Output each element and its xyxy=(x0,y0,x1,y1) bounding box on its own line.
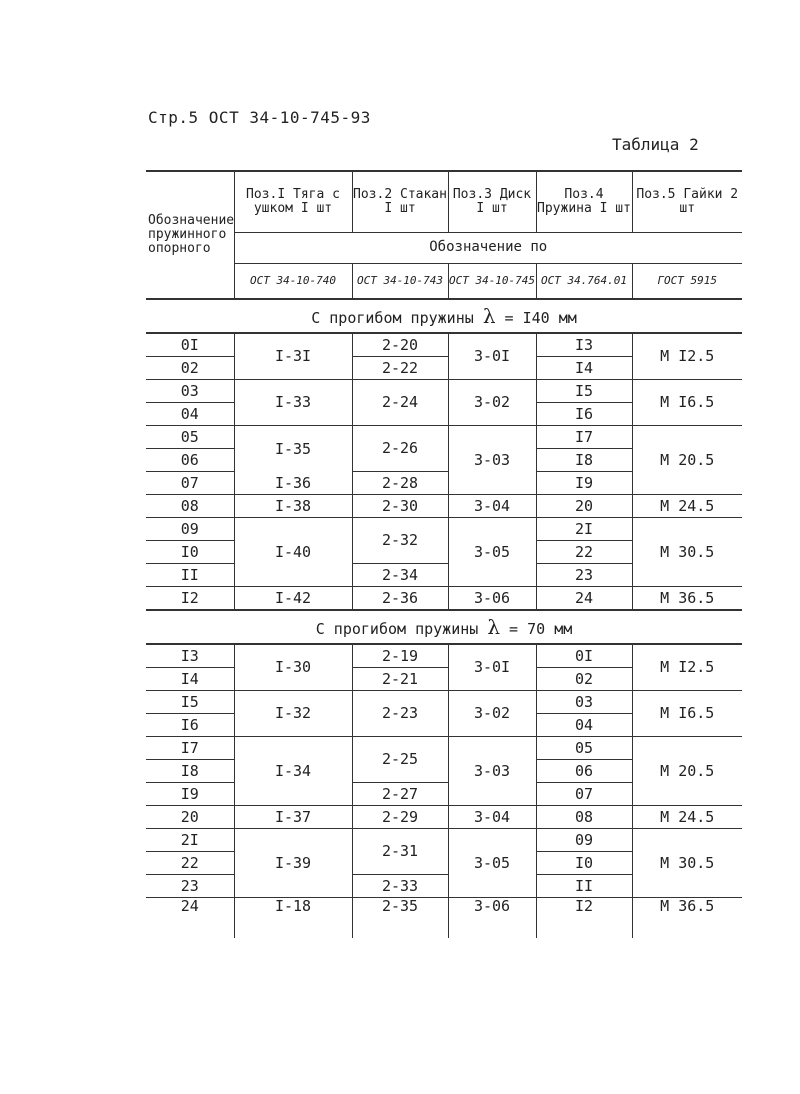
table-row xyxy=(146,380,742,403)
section-title-row xyxy=(146,610,742,644)
pos4-cell: 02 xyxy=(536,668,632,691)
pos4-cell: 0I xyxy=(536,644,632,668)
pos1-cell: I-18 xyxy=(234,898,352,939)
pos4-cell: I8 xyxy=(536,449,632,472)
designation-cell: 05 xyxy=(146,426,234,449)
pos2-cell: 2-33 xyxy=(352,875,448,898)
pos5-cell: М 24.5 xyxy=(632,495,742,518)
pos4-cell: I0 xyxy=(536,852,632,875)
pos1-cell: I-34 xyxy=(234,737,352,806)
pos2-cell: 2-21 xyxy=(352,668,448,691)
table-row xyxy=(146,691,742,714)
standard-pos2: ОСТ 34-10-743 xyxy=(352,264,448,300)
pos5-cell: М I6.5 xyxy=(632,380,742,426)
designation-cell: 04 xyxy=(146,403,234,426)
pos5-cell: М 20.5 xyxy=(632,737,742,806)
pos5-cell: М 24.5 xyxy=(632,806,742,829)
standard-pos1: ОСТ 34-10-740 xyxy=(234,264,352,300)
section-title-row xyxy=(146,299,742,333)
designation-cell: 20 xyxy=(146,806,234,829)
pos3-cell: 3-03 xyxy=(448,737,536,806)
section-title-suffix: = 70 мм xyxy=(509,620,573,638)
pos4-cell: 04 xyxy=(536,714,632,737)
pos4-cell: I3 xyxy=(536,333,632,357)
pos3-cell: 3-0I xyxy=(448,333,536,380)
pos1-cell: I-38 xyxy=(234,495,352,518)
col-pos4: Поз.4 Пружина I шт xyxy=(536,171,632,233)
pos1-cell: I-3I xyxy=(234,333,352,380)
pos3-cell: 3-02 xyxy=(448,691,536,737)
designation-by-label: Обозначение по xyxy=(234,233,742,264)
pos1-cell: I-40 xyxy=(234,518,352,587)
pos1-cell: I-39 xyxy=(234,829,352,898)
pos5-cell: М 30.5 xyxy=(632,518,742,587)
pos2-cell: 2-19 xyxy=(352,644,448,668)
designation-cell: 24 xyxy=(180,897,199,915)
pos4-cell: I6 xyxy=(536,403,632,426)
pos1-cell: I-32 xyxy=(234,691,352,737)
pos4-cell: I7 xyxy=(536,426,632,449)
pos5-cell: М 36.5 xyxy=(632,587,742,611)
section-title xyxy=(146,610,742,644)
designation-cell: I7 xyxy=(146,737,234,760)
designation-cell: 0I xyxy=(146,333,234,357)
table-row xyxy=(146,518,742,541)
standard-pos3: ОСТ 34-10-745 xyxy=(448,264,536,300)
pos4-cell: 06 xyxy=(536,760,632,783)
pos3-cell: 3-06 xyxy=(448,898,536,939)
pos4-cell: 08 xyxy=(536,806,632,829)
table-row xyxy=(146,333,742,357)
designation-cell: 2I xyxy=(146,829,234,852)
pos3-cell: 3-06 xyxy=(448,587,536,611)
lambda-symbol: λ xyxy=(482,304,496,328)
table-row xyxy=(146,495,742,518)
designation-cell: I4 xyxy=(146,668,234,691)
pos2-cell: 2-36 xyxy=(352,587,448,611)
designation-cell: I3 xyxy=(146,644,234,668)
pos5-cell: М I2.5 xyxy=(632,333,742,380)
section-title-prefix: С прогибом пружины xyxy=(311,309,474,327)
pos4-cell: 09 xyxy=(536,829,632,852)
pos4-cell: I5 xyxy=(536,380,632,403)
designation-cell: 09 xyxy=(146,518,234,541)
pos4-cell: 03 xyxy=(536,691,632,714)
col-designation: Обозначение пружинного опорного xyxy=(146,171,234,299)
table-row xyxy=(146,806,742,829)
col-pos3: Поз.3 Диск I шт xyxy=(448,171,536,233)
pos2-cell: 2-22 xyxy=(352,357,448,380)
pos2-cell: 2-35 xyxy=(352,898,448,939)
pos2-cell: 2-24 xyxy=(352,380,448,426)
standard-pos5: ГОСТ 5915 xyxy=(632,264,742,300)
pos2-cell: 2-26 xyxy=(352,426,448,472)
col-pos2: Поз.2 Стакан I шт xyxy=(352,171,448,233)
designation-cell: 02 xyxy=(146,357,234,380)
pos1-cell: I-35 xyxy=(234,426,352,472)
section-title-suffix: = I40 мм xyxy=(504,309,577,327)
lambda-symbol: λ xyxy=(487,615,501,639)
pos4-cell: II xyxy=(536,875,632,898)
pos3-cell: 3-02 xyxy=(448,380,536,426)
pos2-cell: 2-20 xyxy=(352,333,448,357)
pos4-cell: 23 xyxy=(536,564,632,587)
pos4-cell: 2I xyxy=(536,518,632,541)
pos5-cell: М 20.5 xyxy=(632,426,742,495)
table-caption: Таблица 2 xyxy=(612,135,699,154)
designation-cell: 08 xyxy=(146,495,234,518)
pos4-cell: 24 xyxy=(536,587,632,611)
designation-cell: 22 xyxy=(146,852,234,875)
pos4-cell: I9 xyxy=(536,472,632,495)
pos3-cell: 3-03 xyxy=(448,426,536,495)
spec-table xyxy=(146,170,742,938)
table-row xyxy=(146,426,742,449)
designation-cell: I0 xyxy=(146,541,234,564)
pos3-cell: 3-04 xyxy=(448,806,536,829)
designation-cell: I5 xyxy=(146,691,234,714)
designation-cell: I2 xyxy=(180,588,199,607)
page-reference: Стр.5 ОСТ 34-10-745-93 xyxy=(148,108,371,127)
pos5-cell: М I6.5 xyxy=(632,691,742,737)
standard-pos4: ОСТ 34.764.01 xyxy=(536,264,632,300)
designation-cell: I8 xyxy=(146,760,234,783)
table-row xyxy=(146,829,742,852)
table-row xyxy=(146,644,742,668)
pos5-cell: М 30.5 xyxy=(632,829,742,898)
pos1-cell: I-37 xyxy=(234,806,352,829)
designation-cell: I9 xyxy=(146,783,234,806)
pos4-cell: 07 xyxy=(536,783,632,806)
designation-cell: 06 xyxy=(146,449,234,472)
pos4-cell: I2 xyxy=(536,898,632,939)
pos2-cell: 2-23 xyxy=(352,691,448,737)
table-row xyxy=(146,737,742,760)
pos1-cell: I-30 xyxy=(234,644,352,691)
pos5-cell: М I2.5 xyxy=(632,644,742,691)
col-pos5: Поз.5 Гайки 2 шт xyxy=(632,171,742,233)
designation-cell: I6 xyxy=(146,714,234,737)
pos4-cell: 05 xyxy=(536,737,632,760)
col-pos1: Поз.I Тяга с ушком I шт xyxy=(234,171,352,233)
pos1-cell: I-33 xyxy=(234,380,352,426)
table-row xyxy=(146,587,742,611)
pos2-cell: 2-30 xyxy=(352,495,448,518)
pos2-cell: 2-29 xyxy=(352,806,448,829)
pos3-cell: 3-04 xyxy=(448,495,536,518)
section-title-prefix: С прогибом пружины xyxy=(315,620,479,638)
pos4-cell: 20 xyxy=(536,495,632,518)
designation-cell: 07 xyxy=(146,472,234,495)
pos5-cell: М 36.5 xyxy=(632,898,742,939)
pos2-cell: 2-34 xyxy=(352,564,448,587)
designation-cell: II xyxy=(146,564,234,587)
pos2-cell: 2-27 xyxy=(352,783,448,806)
pos4-cell: 22 xyxy=(536,541,632,564)
pos2-cell: 2-32 xyxy=(352,518,448,564)
section-title xyxy=(146,299,742,333)
pos2-cell: 2-25 xyxy=(352,737,448,783)
pos2-cell: 2-28 xyxy=(352,472,448,495)
pos4-cell: I4 xyxy=(536,357,632,380)
pos3-cell: 3-0I xyxy=(448,644,536,691)
pos3-cell: 3-05 xyxy=(448,518,536,587)
table-row xyxy=(146,898,742,939)
designation-cell: 23 xyxy=(146,875,234,898)
pos3-cell: 3-05 xyxy=(448,829,536,898)
pos2-cell: 2-31 xyxy=(352,829,448,875)
designation-cell: 03 xyxy=(146,380,234,403)
pos1-cell: I-42 xyxy=(234,587,352,611)
pos1-cell: I-36 xyxy=(234,472,352,495)
